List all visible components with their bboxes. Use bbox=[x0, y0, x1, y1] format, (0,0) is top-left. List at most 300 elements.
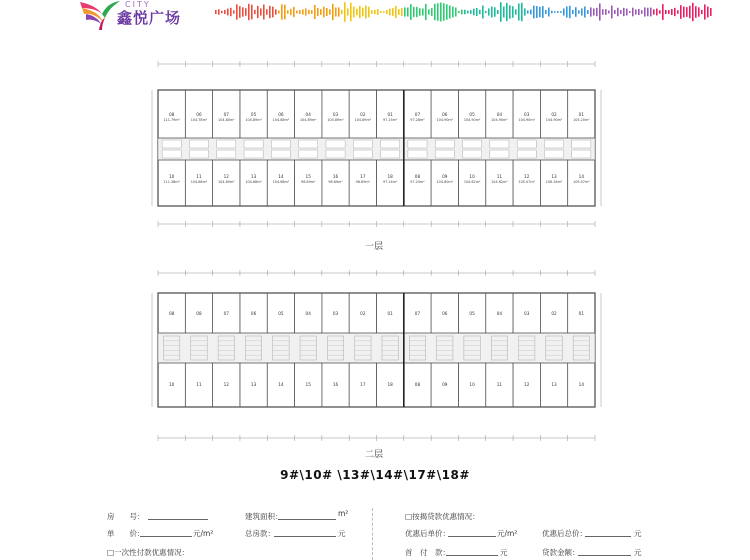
fixture-block bbox=[463, 150, 482, 158]
unit-area-label: 97.14m² bbox=[382, 180, 398, 184]
wave-bar bbox=[488, 8, 490, 15]
unit-number-label: 02 bbox=[551, 112, 557, 117]
wave-bar bbox=[266, 9, 268, 15]
wave-bar bbox=[674, 8, 676, 16]
unit-number-label: 01 bbox=[578, 311, 585, 316]
down-payment-label: 首 付 款： bbox=[405, 548, 450, 557]
wave-bar bbox=[326, 8, 328, 16]
unit-number-label: 11 bbox=[496, 174, 503, 179]
fixture-block bbox=[189, 140, 208, 148]
wave-bar bbox=[539, 7, 541, 17]
wave-bar bbox=[296, 11, 298, 14]
unit-number-label: 12 bbox=[223, 174, 229, 179]
wave-bar bbox=[584, 7, 586, 18]
loan-amount-field[interactable] bbox=[578, 547, 631, 556]
unit-number-label: 03 bbox=[524, 112, 530, 117]
unit-number-label: 05 bbox=[250, 112, 257, 117]
wave-bar bbox=[395, 6, 397, 18]
wave-bar bbox=[248, 4, 250, 20]
wave-bar bbox=[437, 3, 439, 21]
wave-bar bbox=[341, 10, 343, 14]
wave-bar bbox=[314, 5, 316, 19]
floor-label-first: 一层 bbox=[365, 242, 384, 252]
unit-number-label: 06 bbox=[278, 112, 284, 117]
wave-bar bbox=[683, 7, 685, 18]
wave-bar bbox=[497, 10, 499, 14]
wave-bar bbox=[425, 4, 427, 20]
wave-bar bbox=[293, 7, 295, 17]
unit-area-label: 104.88m² bbox=[272, 118, 290, 122]
wave-bar bbox=[503, 7, 505, 18]
wave-bar bbox=[563, 8, 565, 15]
unit-number-label: 06 bbox=[442, 112, 448, 117]
discount-unit-price-label: 优惠后单价： bbox=[405, 529, 450, 538]
wave-bar bbox=[557, 11, 559, 13]
fixture-block bbox=[435, 140, 454, 148]
fixture-block bbox=[353, 140, 372, 148]
fixture-block bbox=[572, 140, 591, 148]
unit-area-label: 97.15m² bbox=[382, 118, 398, 122]
wave-bar bbox=[398, 9, 400, 15]
unit-area-label: 104.89m² bbox=[354, 118, 372, 122]
fixture-block bbox=[490, 150, 509, 158]
wave-bar bbox=[434, 4, 436, 20]
total-field[interactable] bbox=[274, 528, 336, 537]
wave-bar bbox=[605, 9, 607, 15]
total-label: 总房款： bbox=[245, 529, 275, 538]
fixture-block bbox=[544, 150, 563, 158]
wave-bar bbox=[464, 10, 466, 15]
wave-bar bbox=[422, 8, 424, 15]
wave-bar bbox=[335, 7, 337, 16]
unit-number-label: 16 bbox=[332, 174, 339, 179]
wave-bar bbox=[461, 10, 463, 15]
wave-bar bbox=[542, 6, 544, 18]
wave-bar bbox=[500, 2, 502, 22]
wave-bar bbox=[356, 9, 358, 16]
wave-bar bbox=[278, 10, 280, 13]
mortgage-option[interactable]: □按揭贷款优惠情况： bbox=[405, 512, 480, 521]
form-divider bbox=[372, 508, 373, 560]
wave-bar bbox=[323, 7, 325, 18]
unit-area-label: 96.69m² bbox=[328, 180, 343, 184]
unit-number-label: 04 bbox=[496, 311, 503, 316]
unit-number-label: 05 bbox=[278, 311, 284, 316]
fixture-block bbox=[408, 150, 427, 158]
wave-bar bbox=[239, 6, 241, 18]
fixture-block bbox=[244, 150, 263, 158]
discount-unit-price-unit: 元/m² bbox=[497, 529, 518, 538]
wave-bar bbox=[494, 7, 496, 16]
unit-area-label: 105.07m² bbox=[518, 180, 535, 184]
fixture-block bbox=[271, 140, 290, 148]
discount-total-label: 优惠后总价： bbox=[542, 529, 587, 538]
unit-area-label: 104.68m² bbox=[245, 180, 262, 184]
wave-bar bbox=[698, 7, 700, 16]
wave-bar bbox=[467, 11, 469, 14]
unit-number-label: 03 bbox=[332, 311, 339, 316]
unit-number-label: 12 bbox=[524, 382, 530, 387]
wave-bar bbox=[353, 7, 355, 18]
wave-bar bbox=[368, 7, 370, 18]
wave-bar bbox=[221, 11, 223, 14]
unit-number-label: 13 bbox=[250, 174, 257, 179]
unit-number-label: 07 bbox=[414, 311, 421, 316]
wave-bar bbox=[308, 10, 310, 14]
unit-area-label: 97.20m² bbox=[410, 180, 425, 184]
wave-bar bbox=[443, 3, 445, 21]
wave-bar bbox=[404, 7, 406, 16]
wave-bar bbox=[614, 10, 616, 14]
unit-area-label: 104.90m² bbox=[545, 118, 563, 122]
unit-number-label: 12 bbox=[223, 382, 229, 387]
wave-bar bbox=[386, 10, 388, 14]
wave-bar bbox=[374, 10, 376, 14]
wave-bar bbox=[623, 8, 625, 16]
unit-number-label: 02 bbox=[551, 311, 557, 316]
fixture-block bbox=[217, 150, 236, 158]
wave-bar bbox=[446, 4, 448, 20]
wave-bar bbox=[329, 9, 331, 14]
wave-bar bbox=[431, 8, 433, 16]
fixture-block bbox=[353, 150, 372, 158]
unit-number-label: 07 bbox=[223, 112, 229, 117]
unit-area-label: 104.90m² bbox=[491, 118, 508, 122]
wave-bar bbox=[662, 4, 664, 20]
unit-number-label: 02 bbox=[360, 311, 366, 316]
logo-brand-name: 鑫悦广场 bbox=[117, 9, 182, 27]
wave-bar bbox=[344, 2, 346, 22]
unit-number-label: 08 bbox=[168, 112, 175, 117]
wave-bar bbox=[263, 5, 265, 20]
onetime-payment-option[interactable]: □一次性付款优惠情况： bbox=[107, 548, 190, 557]
unit-number-label: 03 bbox=[332, 112, 339, 117]
wave-bar bbox=[491, 6, 493, 17]
wave-bar bbox=[251, 5, 253, 20]
wave-bar bbox=[707, 7, 709, 18]
down-payment-field[interactable] bbox=[446, 547, 498, 556]
unit-number-label: 07 bbox=[223, 311, 229, 316]
wave-bar bbox=[242, 7, 244, 16]
wave-bar bbox=[521, 3, 523, 21]
wave-bar bbox=[668, 10, 670, 14]
wave-bar bbox=[365, 5, 367, 18]
header bbox=[0, 0, 750, 32]
fixture-block bbox=[463, 140, 482, 148]
unit-area-label: 104.90m² bbox=[436, 118, 454, 122]
unit-number-label: 10 bbox=[168, 174, 175, 179]
unit-number-label: 08 bbox=[414, 382, 421, 387]
unit-number-label: 09 bbox=[442, 174, 448, 179]
wave-bar bbox=[410, 4, 412, 20]
wave-bar bbox=[569, 6, 571, 18]
wave-bar bbox=[671, 9, 673, 15]
floor-plan-first bbox=[150, 56, 605, 231]
wave-bar bbox=[287, 10, 289, 13]
wave-bar bbox=[281, 4, 283, 19]
wave-bar bbox=[710, 8, 712, 16]
wave-bar bbox=[380, 11, 382, 13]
unit-number-label: 13 bbox=[250, 382, 257, 387]
wave-bar bbox=[254, 10, 256, 14]
unit-area-label: 96.69m² bbox=[301, 180, 316, 184]
wave-bar bbox=[641, 10, 643, 14]
unit-number-label: 17 bbox=[360, 174, 366, 179]
wave-bar bbox=[560, 11, 562, 13]
wave-bar bbox=[611, 6, 613, 19]
unit-number-label: 04 bbox=[305, 311, 311, 316]
wave-bar bbox=[536, 6, 538, 18]
wave-bar bbox=[305, 8, 307, 15]
wave-bar bbox=[593, 8, 595, 15]
wave-bar bbox=[659, 10, 661, 13]
unit-number-label: 04 bbox=[305, 112, 311, 117]
wave-bar bbox=[347, 8, 349, 15]
wave-bar bbox=[227, 9, 229, 16]
loan-amount-label: 贷款金额： bbox=[542, 548, 580, 557]
wave-bar bbox=[626, 9, 628, 16]
fixture-block bbox=[544, 140, 563, 148]
area-field[interactable] bbox=[278, 511, 336, 520]
unit-price-field[interactable] bbox=[140, 528, 192, 537]
wave-bar bbox=[512, 6, 514, 17]
wave-bar bbox=[551, 11, 553, 14]
wave-bar bbox=[458, 11, 460, 13]
fixture-block bbox=[244, 140, 263, 148]
wave-bar bbox=[647, 8, 649, 17]
wave-bar bbox=[620, 10, 622, 14]
unit-number-label: 07 bbox=[414, 112, 421, 117]
wave-bar bbox=[650, 8, 652, 17]
soundwave-decoration bbox=[215, 0, 715, 24]
wave-bar bbox=[413, 7, 415, 17]
wave-bar bbox=[701, 10, 703, 14]
wave-bar bbox=[383, 11, 385, 13]
fixture-block bbox=[271, 150, 290, 158]
wave-bar bbox=[677, 10, 679, 13]
unit-area-label: 111.79m² bbox=[163, 118, 180, 122]
unit-number-label: 10 bbox=[469, 382, 475, 387]
fixture-block bbox=[162, 150, 181, 158]
discount-total-unit: 元 bbox=[634, 529, 642, 538]
down-payment-unit: 元 bbox=[500, 548, 508, 557]
wave-bar bbox=[299, 10, 301, 14]
wave-bar bbox=[302, 9, 304, 14]
wave-bar bbox=[680, 5, 682, 19]
wave-bar bbox=[689, 6, 691, 18]
fixture-block bbox=[381, 150, 400, 158]
fixture-block bbox=[490, 140, 509, 148]
wave-bar bbox=[440, 3, 442, 22]
unit-number-label: 18 bbox=[387, 382, 393, 387]
unit-number-label: 14 bbox=[578, 382, 585, 387]
fixture-block bbox=[217, 140, 236, 148]
wave-bar bbox=[338, 7, 340, 16]
unit-number-label: 10 bbox=[469, 174, 475, 179]
discount-unit-price-field[interactable] bbox=[448, 528, 496, 537]
wave-bar bbox=[506, 3, 508, 21]
wave-bar bbox=[290, 9, 292, 15]
unit-area-label: 104.60m² bbox=[436, 180, 454, 184]
area-unit: m² bbox=[338, 509, 349, 518]
unit-area-label: 104.68m² bbox=[272, 180, 290, 184]
unit-number-label: 08 bbox=[168, 311, 175, 316]
unit-number-label: 01 bbox=[578, 112, 585, 117]
fixture-block bbox=[189, 150, 208, 158]
fixture-block bbox=[299, 150, 318, 158]
wave-bar bbox=[635, 10, 637, 15]
wave-bar bbox=[284, 5, 286, 20]
wave-bar bbox=[230, 8, 232, 16]
unit-price-label: 单 价： bbox=[107, 529, 145, 538]
wave-bar bbox=[260, 8, 262, 15]
unit-number-label: 15 bbox=[305, 382, 311, 387]
unit-number-label: 09 bbox=[442, 382, 448, 387]
unit-number-label: 01 bbox=[387, 311, 393, 316]
wave-bar bbox=[392, 8, 394, 16]
wave-bar bbox=[455, 8, 457, 17]
unit-area-label: 104.62m² bbox=[463, 180, 481, 184]
unit-number-label: 18 bbox=[387, 174, 393, 179]
wave-bar bbox=[656, 9, 658, 16]
wave-bar bbox=[632, 8, 634, 17]
fixture-block bbox=[517, 150, 536, 158]
unit-number-label: 11 bbox=[196, 382, 202, 387]
unit-area-label: 104.89m² bbox=[299, 118, 317, 122]
unit-number-label: 11 bbox=[196, 174, 202, 179]
unit-number-label: 16 bbox=[332, 382, 339, 387]
wave-bar bbox=[350, 3, 352, 21]
unit-number-label: 05 bbox=[469, 112, 475, 117]
unit-number-label: 06 bbox=[250, 311, 257, 316]
unit-area-label: 97.28m² bbox=[410, 118, 425, 122]
unit-area-label: 104.60m² bbox=[218, 180, 235, 184]
wave-bar bbox=[416, 7, 418, 17]
brand-logo bbox=[76, 0, 206, 30]
wave-bar bbox=[602, 9, 604, 14]
wave-bar bbox=[401, 8, 403, 16]
wave-bar bbox=[509, 5, 511, 19]
logo-city-text: CITY bbox=[125, 0, 151, 9]
wave-bar bbox=[515, 9, 517, 14]
wave-bar bbox=[359, 6, 361, 18]
wave-bar bbox=[566, 6, 568, 17]
wave-bar bbox=[608, 11, 610, 14]
floor-plan-second bbox=[150, 265, 605, 445]
unit-number-label: 03 bbox=[524, 311, 530, 316]
unit-number-label: 14 bbox=[278, 382, 284, 387]
wave-bar bbox=[476, 8, 478, 16]
wave-bar bbox=[224, 10, 226, 14]
unit-number-label: 13 bbox=[551, 174, 557, 179]
fixture-block bbox=[326, 150, 345, 158]
corridor bbox=[158, 333, 595, 363]
wave-bar bbox=[452, 7, 454, 18]
unit-price-unit: 元/m² bbox=[193, 529, 214, 538]
unit-area-label: 104.62m² bbox=[491, 180, 508, 184]
unit-area-label: 105.07m² bbox=[573, 180, 590, 184]
wave-bar bbox=[218, 9, 220, 15]
wave-bar bbox=[377, 9, 379, 15]
wave-bar bbox=[482, 6, 484, 19]
unit-number-label: 01 bbox=[387, 112, 393, 117]
wave-bar bbox=[245, 8, 247, 16]
wave-bar bbox=[653, 9, 655, 14]
wave-bar bbox=[419, 8, 421, 16]
unit-area-label: 104.90m² bbox=[518, 118, 535, 122]
unit-number-label: 14 bbox=[278, 174, 284, 179]
unit-number-label: 10 bbox=[168, 382, 175, 387]
wave-bar bbox=[578, 10, 580, 13]
wave-bar bbox=[596, 8, 598, 16]
unit-number-label: 08 bbox=[414, 174, 421, 179]
wave-bar bbox=[545, 10, 547, 14]
wave-bar bbox=[275, 9, 277, 14]
wave-bar bbox=[638, 9, 640, 15]
unit-area-label: 106.34m² bbox=[545, 180, 563, 184]
unit-number-label: 11 bbox=[496, 382, 503, 387]
wave-bar bbox=[590, 7, 592, 16]
wave-bar bbox=[215, 10, 217, 14]
wave-bar bbox=[320, 9, 322, 15]
unit-area-label: 111.38m² bbox=[163, 180, 180, 184]
unit-area-label: 105.20m² bbox=[573, 118, 590, 122]
wave-bar bbox=[362, 8, 364, 17]
wave-bar bbox=[233, 10, 235, 13]
unit-number-label: 17 bbox=[360, 382, 366, 387]
area-label: 建筑面积： bbox=[245, 512, 283, 521]
wave-bar bbox=[527, 10, 529, 13]
room-field[interactable] bbox=[148, 511, 208, 520]
wave-bar bbox=[629, 11, 631, 13]
unit-area-label: 104.89m² bbox=[327, 118, 344, 122]
wave-bar bbox=[449, 5, 451, 18]
wave-bar bbox=[371, 10, 373, 14]
wave-bar bbox=[479, 10, 481, 14]
room-label: 房 号： bbox=[107, 512, 145, 521]
wave-bar bbox=[236, 4, 238, 19]
wave-bar bbox=[428, 9, 430, 14]
wave-bar bbox=[269, 6, 271, 18]
wave-bar bbox=[272, 7, 274, 18]
floor-label-second: 二层 bbox=[365, 450, 384, 460]
wave-bar bbox=[617, 8, 619, 16]
wave-bar bbox=[518, 4, 520, 21]
wave-bar bbox=[692, 3, 694, 21]
total-unit: 元 bbox=[338, 529, 346, 538]
unit-number-label: 08 bbox=[196, 311, 202, 316]
unit-area-label: 104.90m² bbox=[463, 118, 481, 122]
wave-bar bbox=[485, 11, 487, 13]
unit-number-label: 14 bbox=[578, 174, 585, 179]
unit-number-label: 06 bbox=[442, 311, 448, 316]
unit-area-label: 104.68m² bbox=[190, 180, 208, 184]
unit-number-label: 02 bbox=[360, 112, 366, 117]
wave-bar bbox=[473, 9, 475, 16]
wave-bar bbox=[257, 6, 259, 18]
wave-bar bbox=[407, 7, 409, 16]
wave-bar bbox=[575, 7, 577, 17]
price-form bbox=[0, 505, 750, 560]
unit-number-label: 15 bbox=[305, 174, 311, 179]
wave-bar bbox=[317, 8, 319, 16]
fixture-block bbox=[162, 140, 181, 148]
fixture-block bbox=[326, 140, 345, 148]
wave-bar bbox=[599, 3, 601, 20]
wave-bar bbox=[695, 6, 697, 18]
unit-number-label: 12 bbox=[524, 174, 530, 179]
discount-total-field[interactable] bbox=[585, 528, 631, 537]
